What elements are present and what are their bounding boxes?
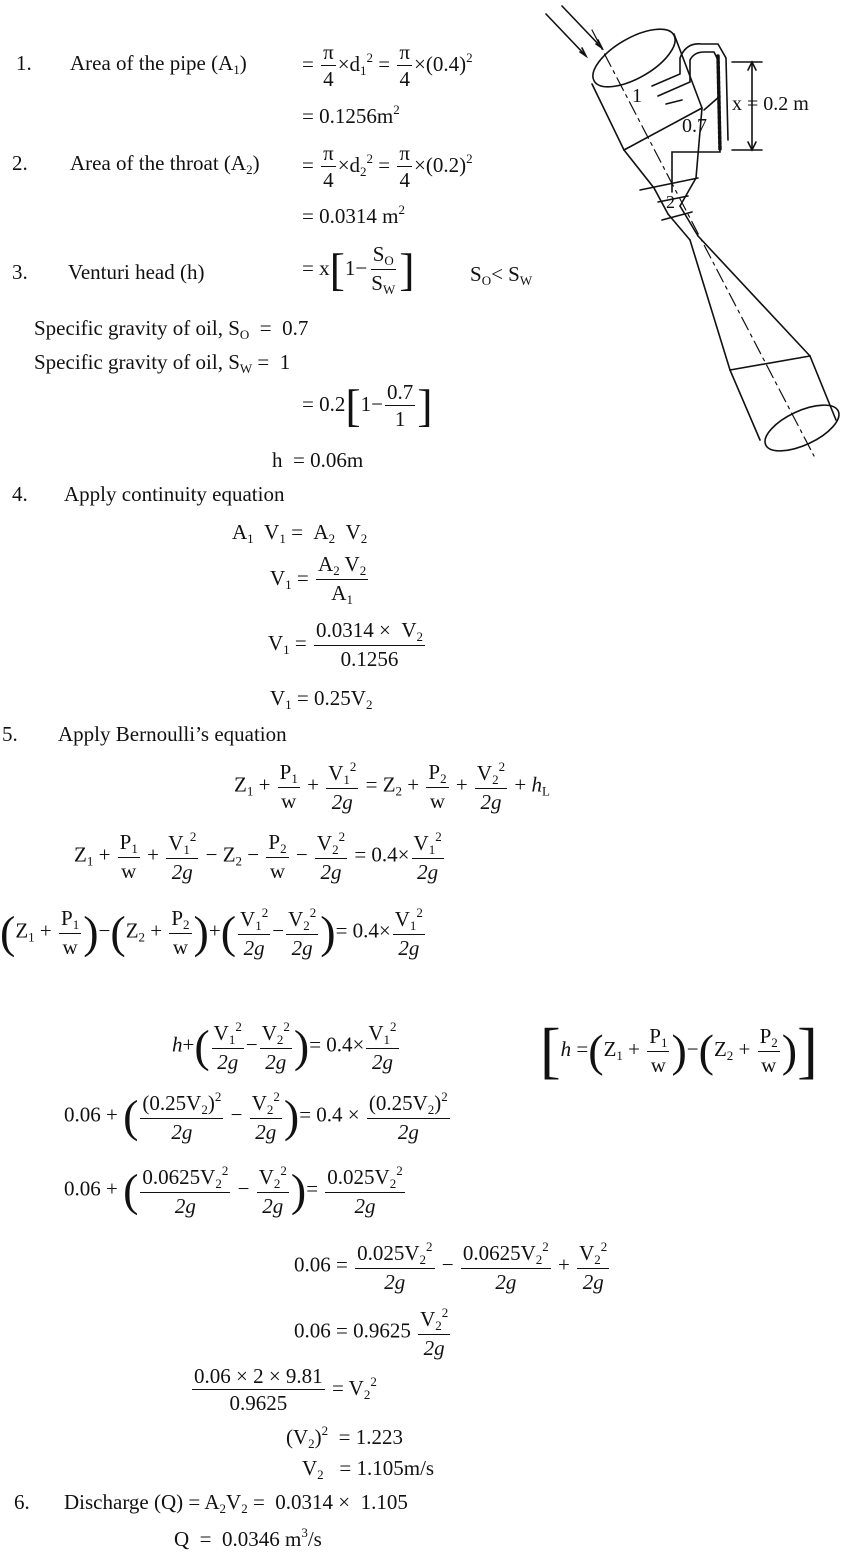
bernoulli-eq-6: 0.06 + ( $\frac{0.0625V_2^2}{2g}$ − $\frac{V_2^2}{2g}$ )= $\frac{0.025V_2^2}{2g}$ [64,1163,403,1218]
step-3-label: Venturi head (h) [68,260,205,284]
step-6-number: 6. [14,1490,30,1514]
bernoulli-eq-2: $Z_1$ + $\frac{P_1}{w}$ + $\frac{V_1^2}{2g}$ − $Z_2$ − $\frac{P_2}{w}$ − $\frac{V_2^2}{2g}$ = 0.4× $\frac{V_1^2}{2g}$ [74,829,442,884]
bernoulli-eq-8: 0.06 = 0.9625 $\frac{V_2^2}{2g}$ [294,1305,449,1360]
flow-arrow-icon [562,6,602,48]
bernoulli-eq-5: 0.06 + ( $\frac{(0.25V_2)^2}{2g}$ − $\frac{V_2^2}{2g}$ )= 0.4 × $\frac{(0.25V_2)^2}{2g}$ [64,1089,448,1144]
step-3-water-gravity: Specific gravity of oil, $S_W = 1$ [34,350,291,376]
step-4-line-2: $V_1$ = $\frac{A_2 V_2}{A_1}$ [270,552,367,607]
bernoulli-eq-11: $V_2 = 1.105m/s$ [302,1456,435,1482]
step-3-oil-gravity: Specific gravity of oil, $S_O = 0.7$ [34,316,309,342]
step-2-label: Area of the throat $(A_2)$ [70,151,260,177]
bernoulli-eq-3: ($Z_1$ + $\frac{P_1}{w}$ )$-(Z_2$ + $\frac{P_2}{w}$ )+( $\frac{V_1^2}{2g}$ − $\frac{V_2^2}{2g}$ )= 0.4× $\frac{V_1^2}{2g}$ [0,905,423,960]
step-5-number: 5. [2,722,18,746]
step-3-result: h = 0.06m [272,448,364,472]
step-3-number: 3. [12,260,28,284]
step-6-result: Q = 0.0346 $m^3/s$ [174,1525,322,1551]
outlet-opening [759,396,840,461]
bernoulli-eq-10: $(V_2)^2 = 1.223$ [286,1423,404,1451]
step-5-title: Apply Bernoulli’s equation [58,722,287,746]
step-2-number: 2. [12,151,28,175]
step-4-line-1: $A_1$ $V_1 = A_2$ $V_2$ [232,520,368,546]
step-4-line-3: $V_1$ = $\frac{0.0314 \times V_2}{0.1256}$ [268,618,424,671]
bernoulli-eq-7: 0.06 = $\frac{0.025V_2^2}{2g}$ − $\frac{0.0625V_2^2}{2g}$ + $\frac{V_2^2}{2g}$ [294,1239,608,1294]
step-1-number: 1. [16,51,32,75]
bernoulli-eq-1: $Z_1$ + $\frac{P_1}{w}$ + $\frac{V_1^2}{2g}$ = $Z_2$ + $\frac{P_2}{w}$ + $\frac{V_2^2}{2g}$ + $h_L$ [234,759,550,814]
step-4-line-4: $V_1 = 0.25V_2$ [270,686,373,712]
step-6-discharge: Discharge $(Q) = A_2V_2 = 0.0314 \times 1.105$ [64,1490,408,1516]
specific-gravity-label: 0.7 [682,115,707,137]
step-1-label: Area of the pipe $(A_1)$ [70,51,247,77]
step-1-result: = $0.1256m^2$ [302,102,400,128]
step-3-substitution: = 0.2[1− $\frac{0.7}{1}$ ] [302,380,433,431]
section-2-label: 2 [666,192,675,212]
step-3-expression: = x[1− $\frac{S_O}{S_W}$ ] [302,242,415,297]
section-1-label: 1 [632,85,642,107]
step-2-result: = 0.0314 $m^2$ [302,202,405,228]
step-1-expression: = $\frac{\pi}{4}$ $\times d_1^2$ = $\frac{\pi}{4}$ $\times(0.4)^2$ [302,40,473,91]
bernoulli-eq-9: $\frac{0.06 \times 2 \times 9.81}{0.9625}$ = $V_2^2$ [194,1364,377,1415]
flow-arrow-icon [546,14,586,56]
step-4-title: Apply continuity equation [64,482,285,506]
step-4-number: 4. [12,482,28,506]
step-2-expression: = $\frac{\pi}{4}$ $\times d_2^2$ = $\frac{\pi}{4}$ $\times(0.2)^2$ [302,141,473,192]
bernoulli-eq-4: h+( $\frac{V_1^2}{2g}$ − $\frac{V_2^2}{2g}$ )= 0.4× $\frac{V_1^2}{2g}$ [172,1019,397,1074]
venturi-meter-diagram [540,0,840,470]
step-3-condition: $S_O< S_W$ [470,262,533,288]
head-definition-note: [$h =(Z_1$ + $\frac{P_1}{w}$ )$-(Z_2$ + $\frac{P_2}{w}$ )] [540,1017,818,1085]
manometer-fluid [718,56,720,150]
deflection-label: x = 0.2 m [732,93,809,115]
